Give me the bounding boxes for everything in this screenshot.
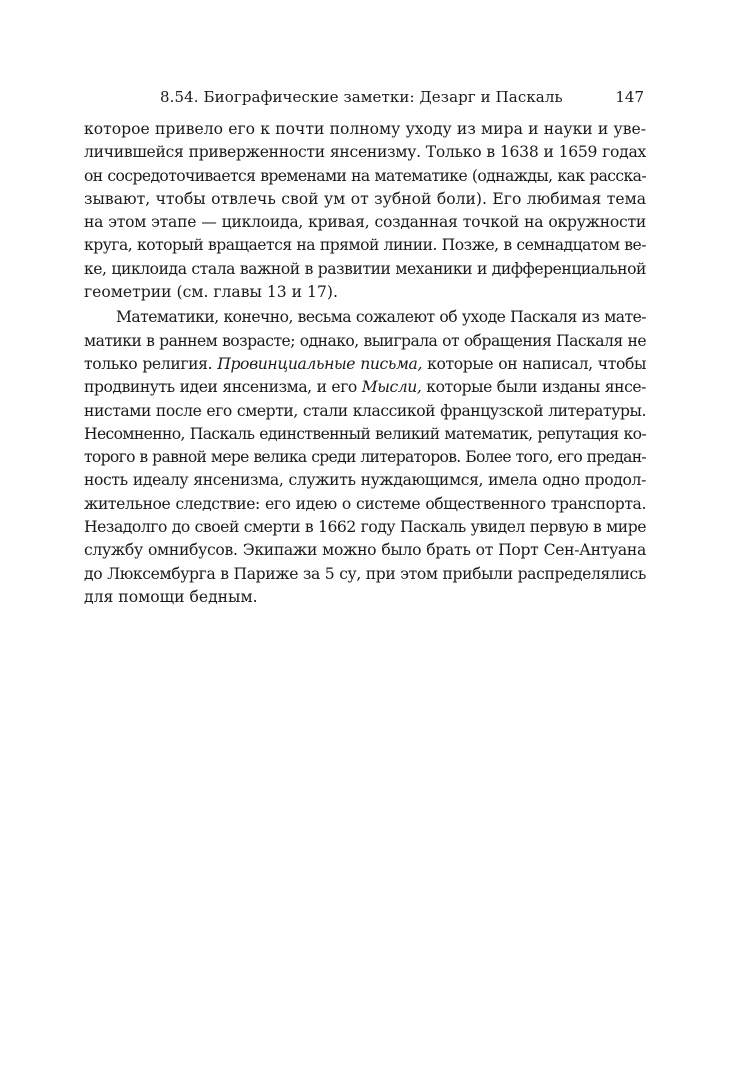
text-line: которое привело его к почти полному уходу из мира и науки и уве- bbox=[84, 120, 646, 138]
text-line: Незадолго до своей смерти в 1662 году Паскаль увидел первую в мире bbox=[84, 518, 646, 537]
running-head bbox=[84, 86, 646, 108]
text-line: на этом этапе — циклоида, кривая, созданная точкой на окружности bbox=[84, 213, 646, 232]
text-line: матики в раннем возрасте; однако, выиграла от обращения Паскаля не bbox=[84, 331, 646, 350]
text-line: Несомненно, Паскаль единственный великий математик, репутация ко- bbox=[84, 424, 646, 443]
text-run: только религия. bbox=[84, 354, 218, 373]
text-line-mixed bbox=[84, 376, 646, 399]
running-title bbox=[160, 86, 563, 108]
book-title-provincial-letters: Провинциальные письма, bbox=[217, 354, 423, 373]
body-text bbox=[84, 118, 646, 609]
text-line: личившейся приверженности янсенизму. Только в 1638 и 1659 годах bbox=[84, 143, 646, 162]
text-line: до Люксембурга в Париже за 5 су, при этом прибыли распределялись bbox=[84, 564, 646, 583]
paragraph-2 bbox=[84, 306, 646, 609]
section-number: 8.54. bbox=[160, 88, 199, 106]
text-run: продвинуть идеи янсенизма, и его bbox=[84, 378, 362, 397]
text-line: Математики, конечно, весьма сожалеют об уходе Паскаля из мате- bbox=[116, 308, 646, 327]
section-title: Биографические заметки: Дезарг и Паскаль bbox=[203, 88, 563, 106]
text-line: круга, который вращается на прямой линии. Позже, в семнадцатом ве- bbox=[84, 236, 646, 255]
text-line: для помощи бедным. bbox=[84, 587, 258, 606]
text-line: нистами после его смерти, стали классикой французской литературы. bbox=[84, 401, 646, 420]
text-line: жительное следствие: его идею о системе общественного транспорта. bbox=[84, 494, 646, 513]
text-line: он сосредоточивается временами на математике (однажды, как расска- bbox=[84, 166, 646, 185]
book-title-pensees: Мысли, bbox=[361, 378, 422, 397]
text-line: ность идеалу янсенизма, служить нуждающимся, имела одно продол- bbox=[84, 471, 646, 490]
text-line: службу омнибусов. Экипажи можно было брать от Порт Сен-Антуана bbox=[84, 541, 646, 560]
text-line: ке, циклоида стала важной в развитии механики и дифференциальной bbox=[84, 259, 646, 278]
text-run: которые были изданы янсе- bbox=[421, 378, 646, 397]
text-run: которые он написал, чтобы bbox=[422, 354, 646, 373]
text-line: зывают, чтобы отвлечь свой ум от зубной боли). Его любимая тема bbox=[84, 189, 646, 208]
text-line-mixed bbox=[84, 353, 646, 376]
text-line: торого в равной мере велика среди литераторов. Более того, его предан- bbox=[84, 448, 646, 467]
page-number: 147 bbox=[615, 88, 644, 106]
paragraph-1 bbox=[84, 118, 646, 304]
text-line: геометрии (см. главы 13 и 17). bbox=[84, 283, 338, 302]
